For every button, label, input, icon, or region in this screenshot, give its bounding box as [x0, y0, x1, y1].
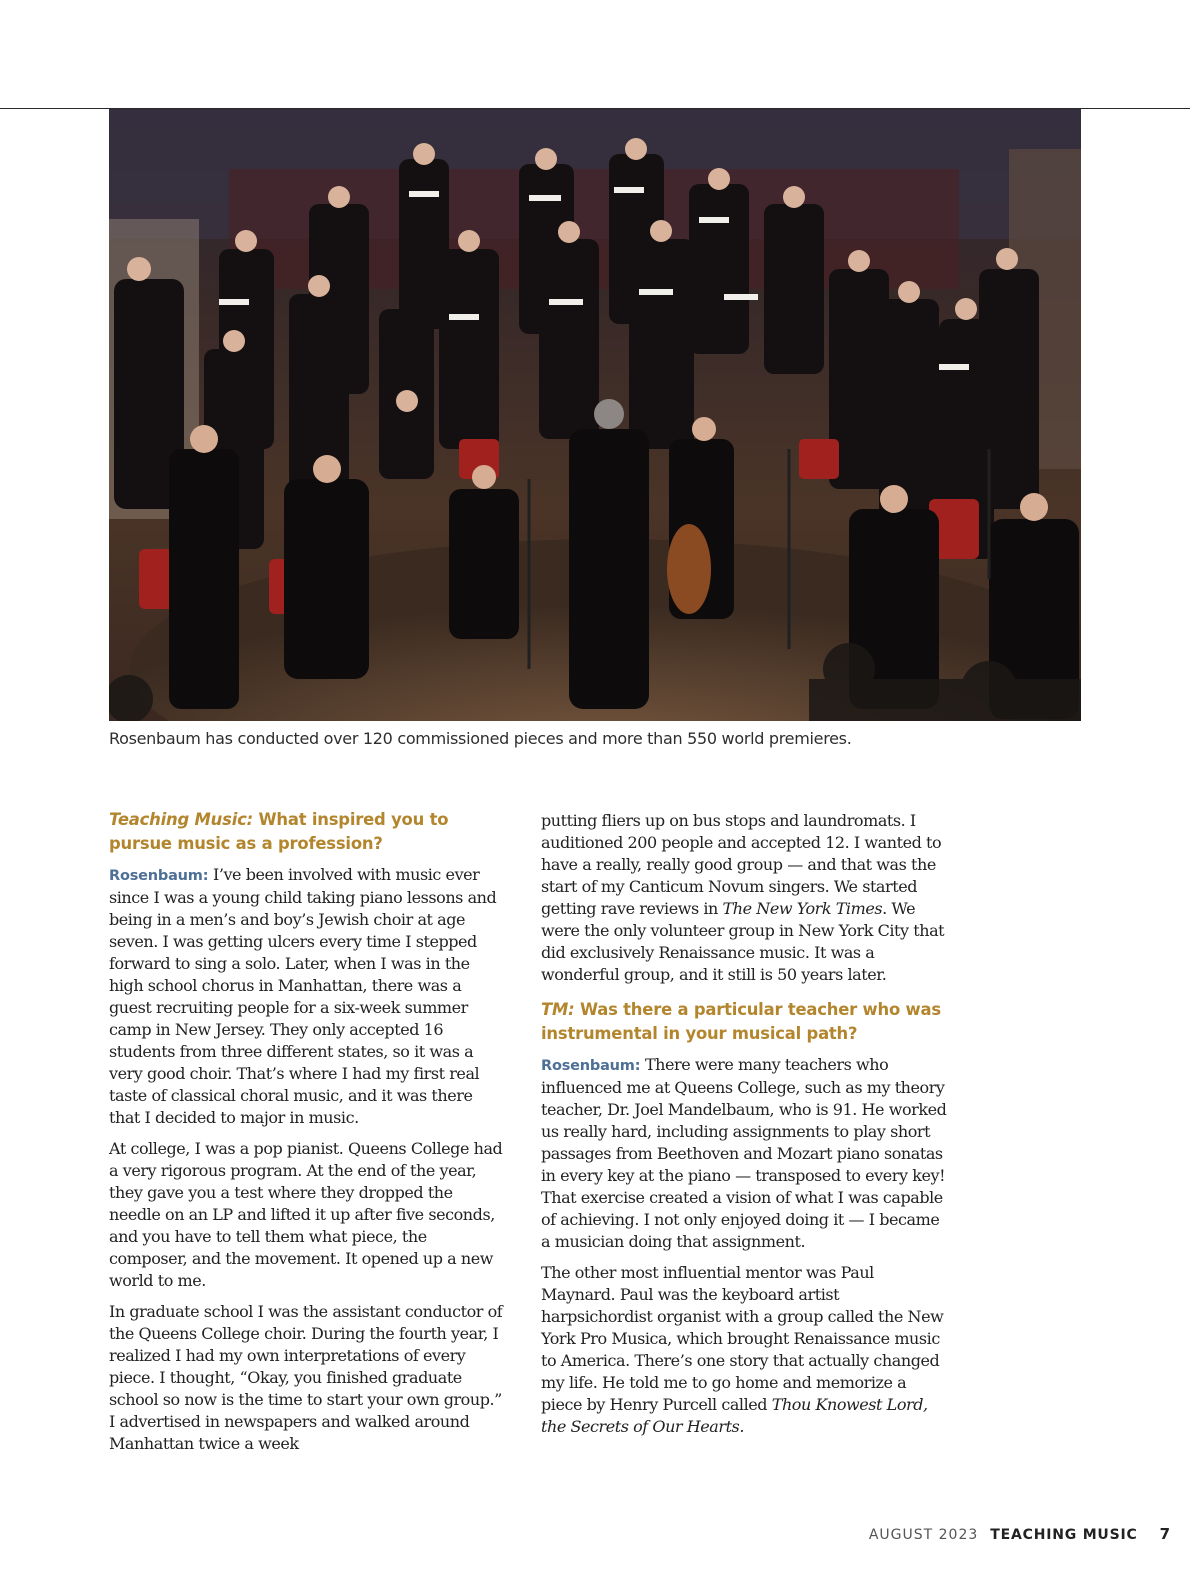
- issue-date: AUGUST 2023: [868, 1527, 979, 1543]
- speaker-label: Rosenbaum:: [109, 868, 209, 884]
- answer-paragraph-6-text: The other most influential mentor was Paul Maynard. Paul was the keyboard artist harpsichordist organist with a group called the New York Pro Musica, which brought Renaissance music to America. There’s one story that actually changed my life. He told me to go home and memorize a piece by Henry Purcell called: [541, 1263, 944, 1414]
- page-number: 7: [1159, 1525, 1170, 1543]
- answer-paragraph-4-text-b: . We were the only volunteer group in New York City that did exclusively Renaissance music. It was a wonderful group, and it still is 50 years later.: [541, 899, 945, 984]
- left-column: [109, 808, 507, 1464]
- publication-title: The New York Times: [722, 899, 883, 918]
- answer-paragraph-2: At college, I was a pop pianist. Queens College had a very rigorous program. At the end of the year, they gave you a test where they dropped the needle on an LP and lifted it up after five seconds, and you have to tell them what piece, the composer, and the movement. It opened up a new world to me.: [109, 1139, 503, 1290]
- page-footer: [830, 1525, 1170, 1543]
- answer-paragraph-6: [541, 1262, 947, 1438]
- question-2-text: Was there a particular teacher who was instrumental in your musical path?: [541, 1000, 941, 1043]
- speaker-label: Rosenbaum:: [541, 1058, 641, 1074]
- question-2: [541, 998, 947, 1046]
- answer-paragraph-4-text-a: putting fliers up on bus stops and laundromats. I auditioned 200 people and accepted 12. I wanted to have a really, really good group — and that was the start of my Canticum Novum singers. We started getting rave reviews in: [541, 811, 942, 918]
- answer-paragraph-1: [109, 864, 507, 1129]
- answer-paragraph-5-text: There were many teachers who influenced me at Queens College, such as my theory teacher, Dr. Joel Mandelbaum, who is 91. He worked us really hard, including assignments to play short passages from Beethoven and Mozart piano sonatas in every key at the piano — transposed to every key! That exercise created a vision of what I was capable of achieving. I not only enjoyed doing it — I became a musician doing that assignment.: [541, 1055, 947, 1251]
- answer-paragraph-1-text: I’ve been involved with music ever since I was a young child taking piano lessons and being in a men’s and boy’s Jewish choir at age seven. I was getting ulcers every time I stepped forward to sing a solo. Later, when I was in the high school chorus in Manhattan, there was a guest recruiting people for a six-week summer camp in New Jersey. They only accepted 16 students from three different states, so it was a very good choir. That’s where I had my first real taste of classical choral music, and it was there that I decided to major in music.: [109, 865, 497, 1127]
- magazine-name: TEACHING MUSIC: [990, 1527, 1138, 1543]
- answer-paragraph-3: In graduate school I was the assistant conductor of the Queens College choir. During the fourth year, I realized I had my own interpretations of every piece. I thought, “Okay, you finished graduate school so now is the time to start your own group.” I advertised in newspapers and walked around Manhattan twice a week: [109, 1302, 503, 1453]
- piece-title: Thou Knowest Lord, the Secrets of Our Hearts.: [541, 1395, 928, 1436]
- answer-paragraph-4: [541, 810, 947, 986]
- photo-caption: Rosenbaum has conducted over 120 commissioned pieces and more than 550 world premieres.: [109, 729, 852, 748]
- question-1-text: What inspired you to pursue music as a profession?: [109, 810, 449, 853]
- answer-paragraph-5: [541, 1054, 947, 1253]
- question-1-lead: Teaching Music:: [109, 810, 253, 829]
- right-column: [541, 810, 947, 1447]
- concert-photo: [109, 109, 1081, 721]
- question-2-lead: TM:: [541, 1000, 575, 1019]
- question-1: [109, 808, 507, 856]
